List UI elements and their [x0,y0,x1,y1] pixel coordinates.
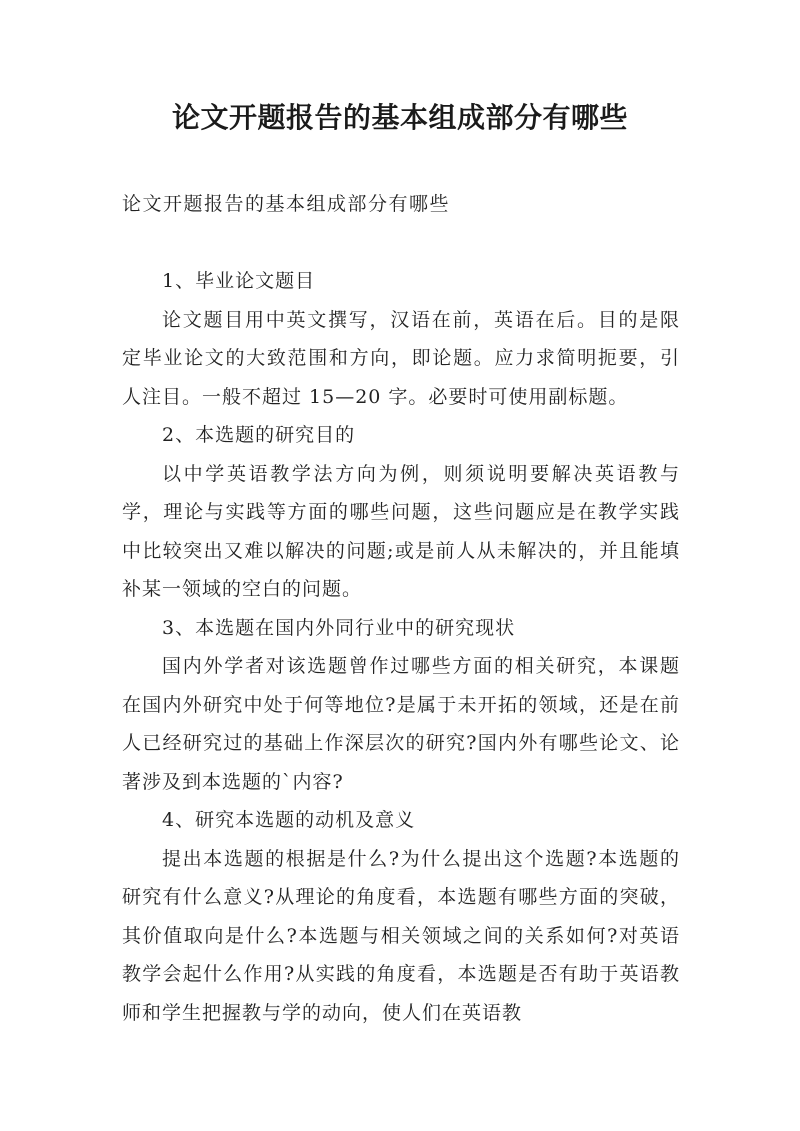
section-heading-4: 4、研究本选题的动机及意义 [162,809,416,831]
section-heading-2: 2、本选题的研究目的 [162,424,356,446]
section-paragraph-2: 以中学英语教学法方向为例，则须说明要解决英语教与学，理论与实践等方面的哪些问题，这些问题应是在教学实践中比较突出又难以解决的问题;或是前人从未解决的，并且能填补某一领域的空白的问题。 [122,462,680,600]
section-paragraph-3: 国内外学者对该选题曾作过哪些方面的相关研究，本课题在国内外研究中处于何等地位?是属于未开拓的领域，还是在前人已经研究过的基础上作深层次的研究?国内外有哪些论文、论著涉及到本选题的`内容? [122,655,680,793]
page-title: 论文开题报告的基本组成部分有哪些 [171,101,628,134]
document-subtitle: 论文开题报告的基本组成部分有哪些 [122,193,451,215]
section-paragraph-4: 提出本选题的根据是什么?为什么提出这个选题?本选题的研究有什么意义?从理论的角度看，本选题有哪些方面的突破，其价值取向是什么?本选题与相关领域之间的关系如何?对英语教学会起什么作用?从实践的角度看，本选题是否有助于英语教师和学生把握教与学的动向，使人们在英语教 [122,847,680,1024]
section-heading-1: 1、毕业论文题目 [162,270,316,292]
section-paragraph-1: 论文题目用中英文撰写，汉语在前，英语在后。目的是限定毕业论文的大致范围和方向，即论题。应力求简明扼要，引人注目。一般不超过 15—20 字。必要时可使用副标题。 [122,308,680,408]
section-heading-3: 3、本选题在国内外同行业中的研究现状 [162,616,516,639]
document-body [122,262,680,1032]
